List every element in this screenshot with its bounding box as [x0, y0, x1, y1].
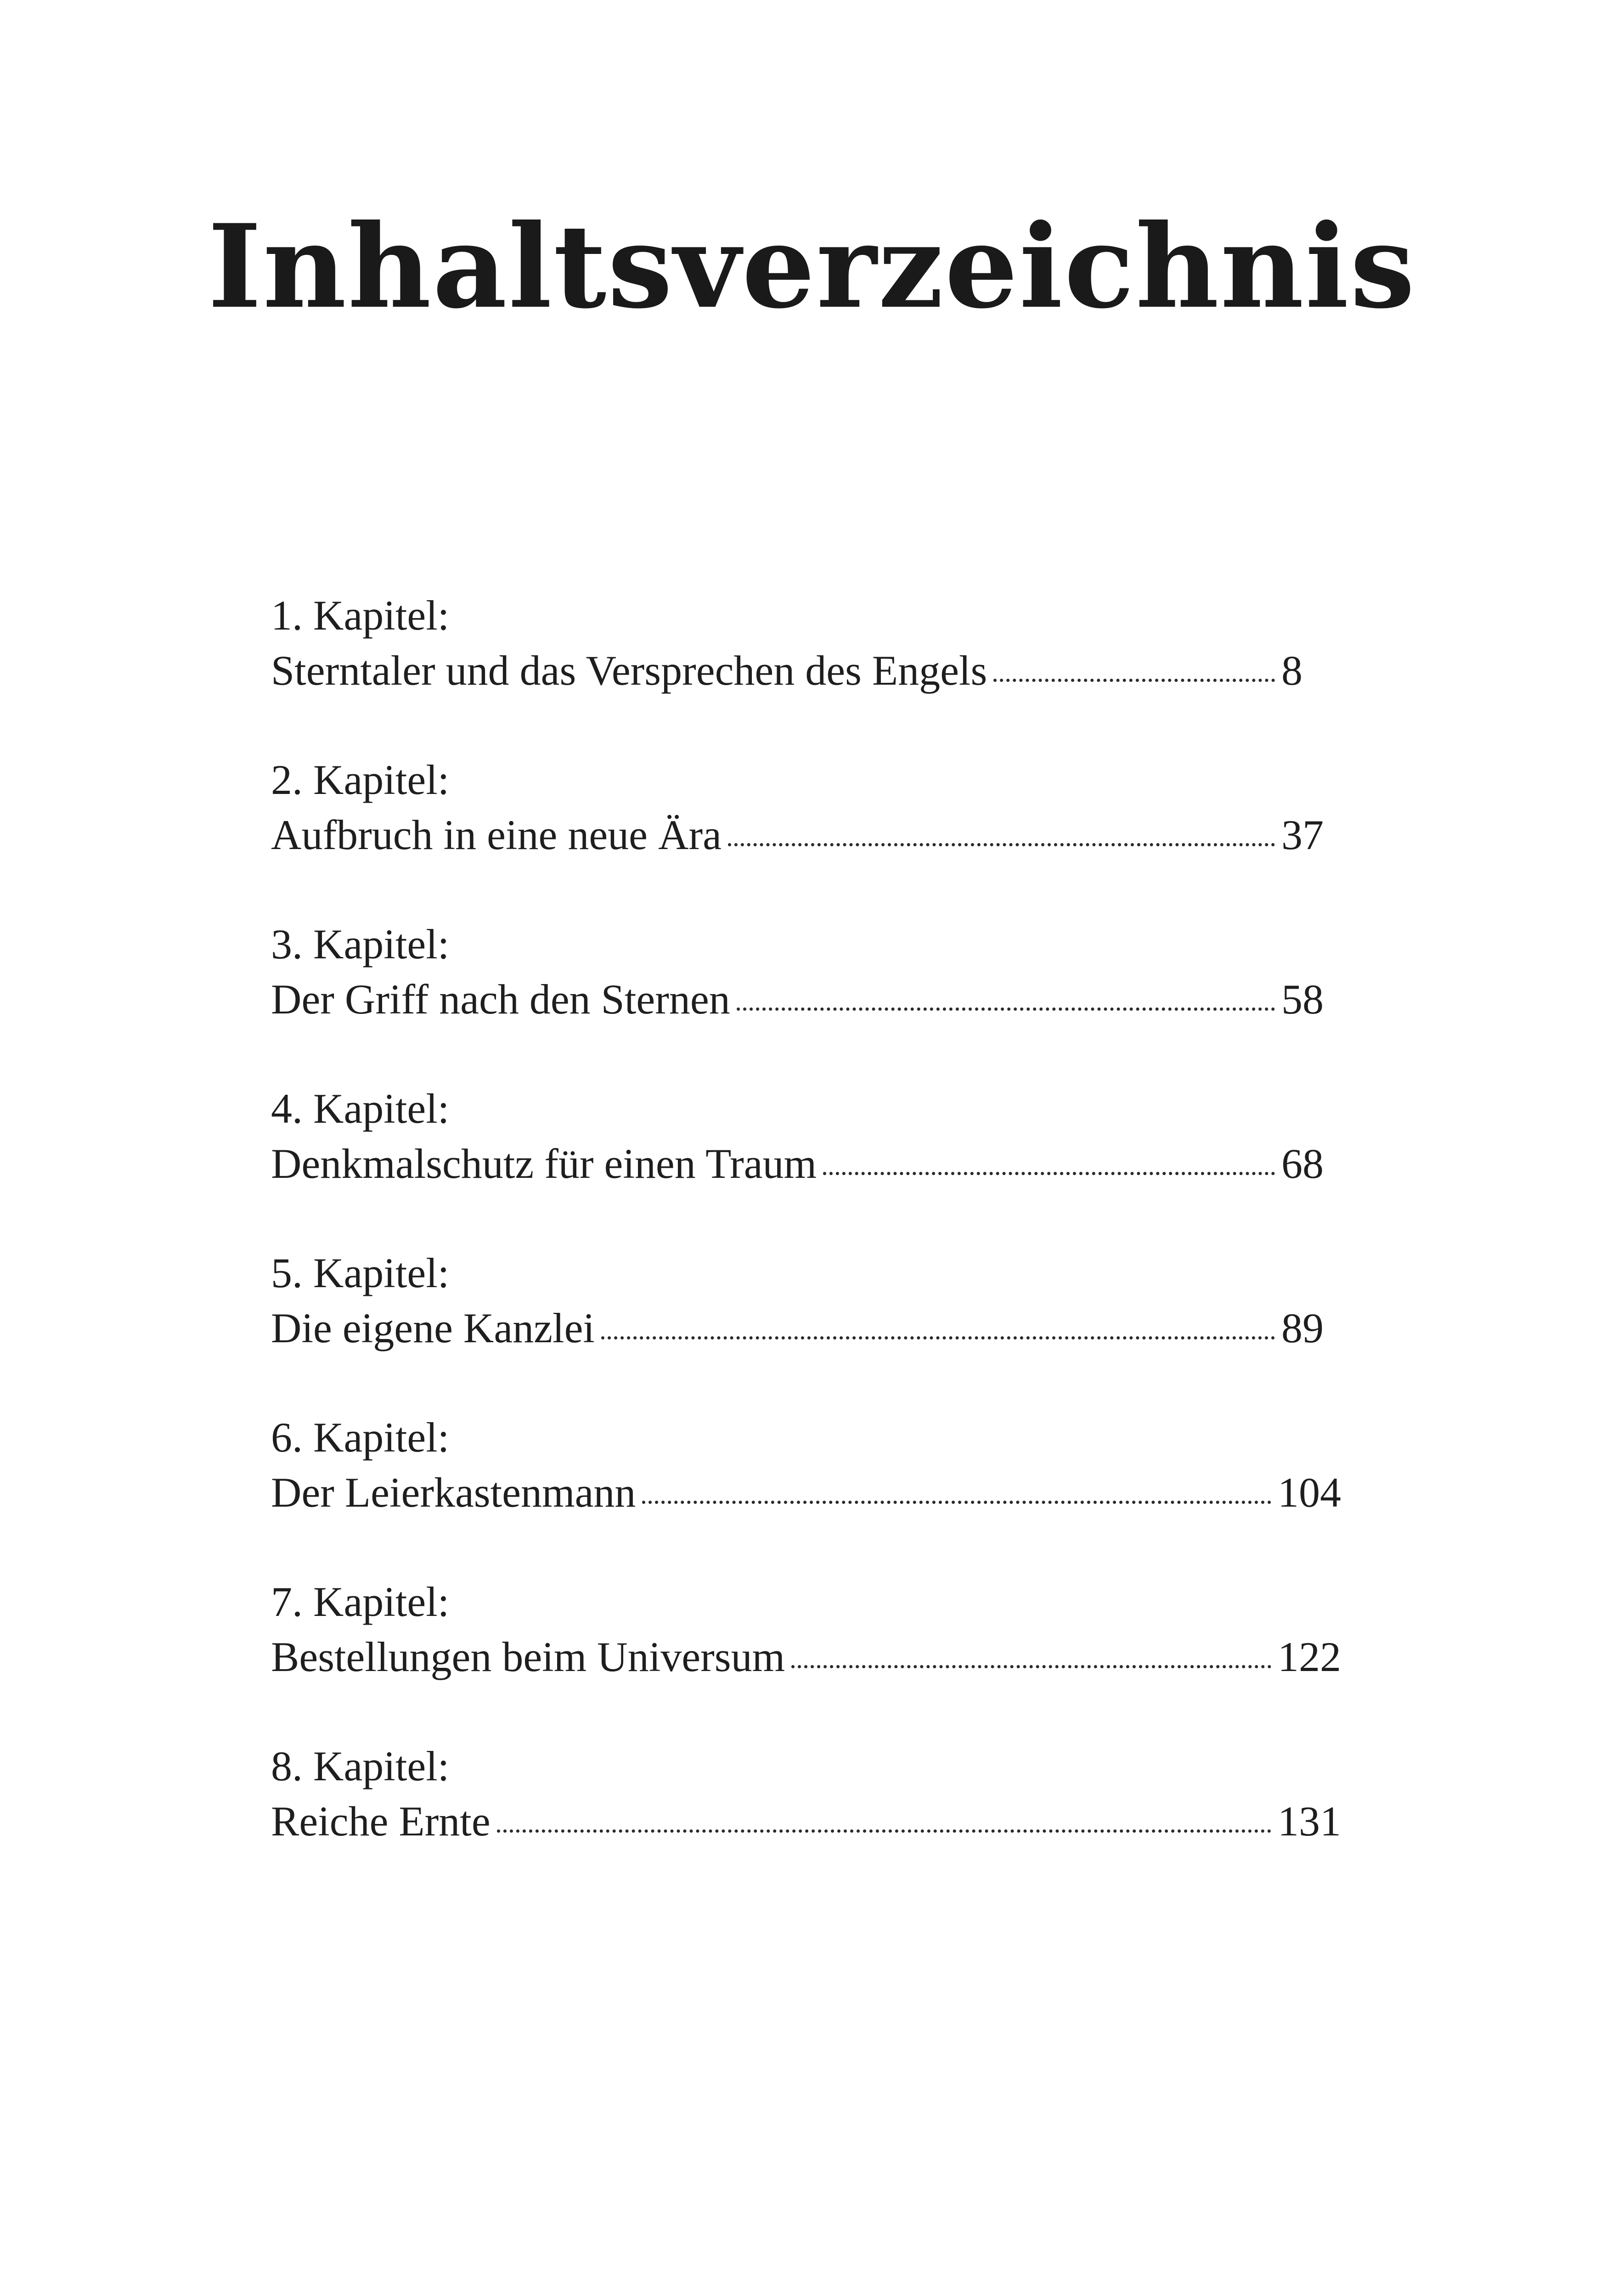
toc-line [271, 1136, 1341, 1191]
toc-entry[interactable] [271, 1245, 1341, 1410]
dot-leader [737, 1007, 1275, 1011]
toc-line [271, 972, 1341, 1027]
chapter-title: Sterntaler und das Versprechen des Engels [271, 647, 987, 694]
toc-entry[interactable] [271, 917, 1341, 1081]
toc-line [271, 1629, 1341, 1684]
dot-leader [791, 1665, 1271, 1668]
dot-leader [601, 1336, 1275, 1339]
toc-entry[interactable] [271, 1410, 1341, 1574]
dot-leader [497, 1829, 1271, 1833]
toc-line [271, 1300, 1341, 1356]
chapter-title: Der Griff nach den Sternen [271, 976, 730, 1023]
toc-entry[interactable] [271, 1081, 1341, 1245]
chapter-number: 4. Kapitel: [271, 1085, 450, 1132]
chapter-title: Reiche Ernte [271, 1798, 491, 1845]
page-number: 104 [1278, 1469, 1341, 1516]
chapter-number: 1. Kapitel: [271, 592, 450, 639]
dot-leader [642, 1501, 1271, 1504]
dot-leader [728, 843, 1275, 846]
page-number: 58 [1281, 976, 1324, 1023]
chapter-number: 6. Kapitel: [271, 1414, 450, 1461]
dot-leader [823, 1172, 1275, 1175]
toc-line [271, 807, 1341, 862]
toc-entry[interactable] [271, 1739, 1341, 1903]
chapter-title: Bestellungen beim Universum [271, 1633, 785, 1680]
chapter-number: 3. Kapitel: [271, 921, 450, 968]
chapter-title: Der Leierkastenmann [271, 1469, 636, 1516]
chapter-number: 2. Kapitel: [271, 756, 450, 803]
chapter-title: Die eigene Kanzlei [271, 1305, 595, 1351]
chapter-number: 7. Kapitel: [271, 1578, 450, 1625]
toc-entry[interactable] [271, 1574, 1341, 1739]
table-of-contents [271, 588, 1341, 1903]
toc-line [271, 1794, 1341, 1849]
toc-entry[interactable] [271, 752, 1341, 917]
page-number: 89 [1281, 1305, 1324, 1351]
chapter-title: Aufbruch in eine neue Ära [271, 811, 722, 858]
chapter-title: Denkmalschutz für einen Traum [271, 1140, 817, 1187]
chapter-number: 5. Kapitel: [271, 1249, 450, 1296]
toc-line [271, 1465, 1341, 1520]
chapter-number: 8. Kapitel: [271, 1743, 450, 1790]
toc-line [271, 643, 1341, 698]
page-number: 68 [1281, 1140, 1324, 1187]
page-number: 8 [1281, 647, 1303, 694]
page-number: 37 [1281, 811, 1324, 858]
page-title: Inhaltsverzeichnis [208, 199, 1416, 334]
page-number: 131 [1278, 1798, 1341, 1845]
page-number: 122 [1278, 1633, 1341, 1680]
toc-entry[interactable] [271, 588, 1341, 752]
dot-leader [993, 679, 1275, 682]
